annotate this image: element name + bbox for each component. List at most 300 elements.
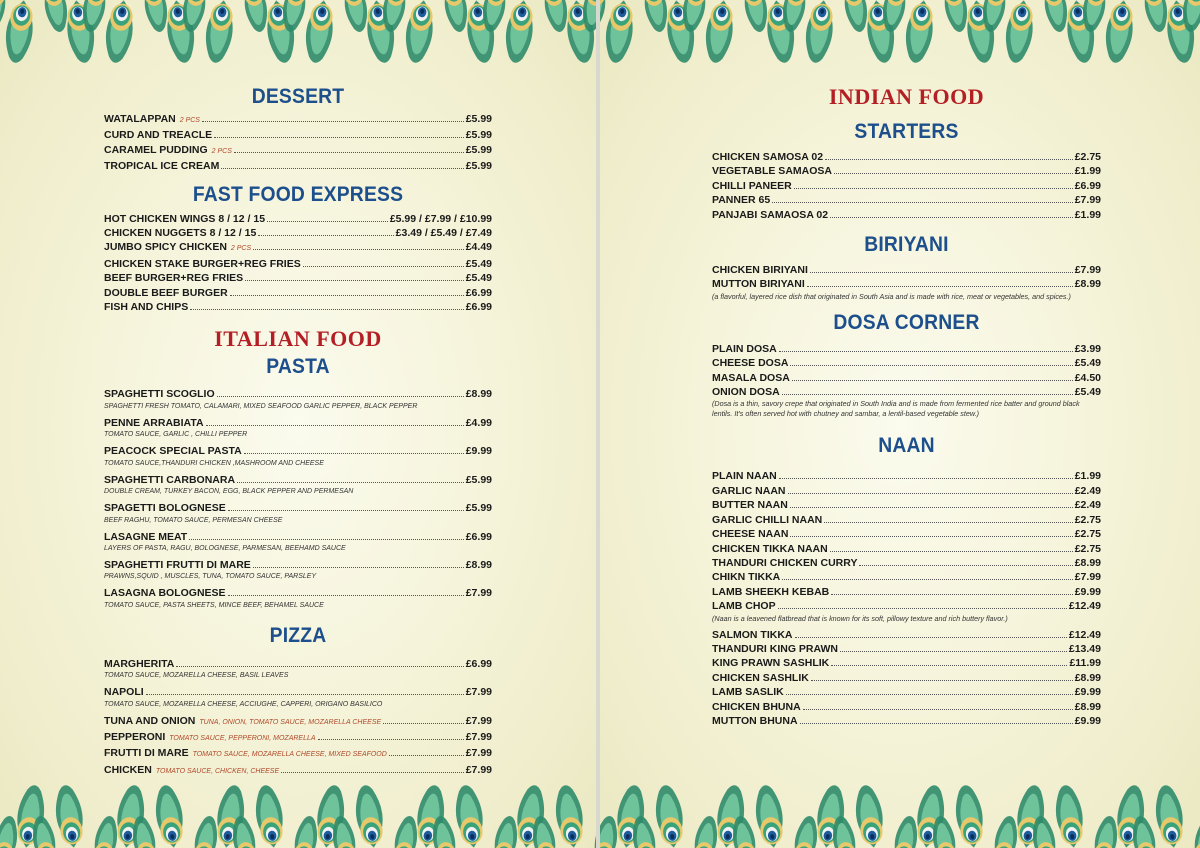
menu-item	[104, 746, 492, 762]
item-price: £5.99	[465, 160, 492, 173]
item-name: CHIKN TIKKA	[712, 571, 781, 584]
item-price: £2.75	[1074, 513, 1101, 526]
fast-food-list	[104, 212, 492, 315]
item-price: £4.99	[465, 416, 492, 429]
peacock-feather-icon	[52, 783, 87, 848]
peacock-feather-icon	[491, 814, 521, 848]
menu-item	[104, 586, 492, 610]
item-price: £1.99	[1074, 208, 1101, 221]
peacock-feather-icon	[752, 783, 787, 848]
item-name: ONION DOSA	[712, 386, 780, 399]
item-name: LASAGNA BOLOGNESE	[104, 587, 226, 600]
peacock-feather-icon	[602, 0, 637, 65]
section-title-naan: NAAN	[878, 434, 935, 458]
leader-dots	[383, 723, 464, 724]
peacock-feather-icon	[702, 0, 737, 65]
item-price: £6.99	[465, 657, 492, 670]
item-price: £5.99	[465, 129, 492, 142]
leader-dots	[267, 221, 388, 222]
leader-dots	[790, 536, 1072, 537]
item-note: TUNA, ONION, TOMATO SAUCE, MOZARELLA CHEESE	[199, 718, 382, 726]
item-name: KING PRAWN SASHLIK	[712, 657, 830, 670]
menu-item	[712, 700, 1101, 714]
leader-dots	[281, 772, 464, 773]
leader-dots	[782, 394, 1073, 395]
item-price: £12.49	[1068, 600, 1101, 613]
menu-item	[712, 498, 1101, 512]
item-price: £8.99	[1074, 556, 1101, 569]
item-name: FISH AND CHIPS	[104, 301, 189, 314]
peacock-feather-icon	[141, 0, 171, 34]
leader-dots	[800, 723, 1073, 724]
item-name: CHICKEN BHUNA	[712, 700, 801, 713]
item-note: 2 PCS	[179, 117, 200, 124]
leader-dots	[795, 637, 1067, 638]
menu-item	[712, 671, 1101, 685]
leader-dots	[779, 351, 1073, 352]
peacock-feather-icon	[641, 0, 671, 34]
item-name: TUNA AND ONION	[104, 714, 196, 727]
peacock-feather-icon	[102, 0, 137, 65]
naan-description: (Naan is a leavened flatbread that is known for its soft, pillowy texture and rich buttery flavor.)	[712, 613, 1008, 623]
item-price: £7.99	[465, 730, 492, 743]
item-name: PANNER 65	[712, 194, 771, 207]
peacock-feather-icon	[1091, 814, 1121, 848]
item-price: £11.99	[1069, 657, 1101, 670]
menu-item	[104, 714, 492, 730]
item-price: £8.99	[1074, 671, 1101, 684]
item-price: £5.99 / £7.99 / £10.99	[389, 212, 492, 225]
item-price: £5.49	[1074, 386, 1101, 399]
peacock-feather-icon	[91, 814, 121, 848]
peacock-feather-icon	[1152, 783, 1187, 848]
menu-item	[712, 179, 1101, 193]
leader-dots	[176, 666, 463, 667]
dosa-list	[712, 342, 1101, 420]
item-price: £5.49	[465, 257, 492, 270]
leader-dots	[810, 272, 1073, 273]
leader-dots	[214, 137, 464, 138]
leader-dots	[237, 482, 464, 483]
item-price: £2.49	[1074, 499, 1101, 512]
leader-dots	[772, 202, 1073, 203]
item-name: CHEESE NAAN	[712, 528, 789, 541]
item-price: £9.99	[1074, 686, 1101, 699]
peacock-feather-icon	[1041, 0, 1071, 34]
peacock-feather-icon	[441, 0, 471, 34]
menu-item	[712, 599, 1101, 613]
peacock-feather-border-top	[0, 0, 596, 70]
menu-item	[712, 342, 1101, 356]
item-price: £2.75	[1074, 528, 1101, 541]
leader-dots	[830, 217, 1073, 218]
peacock-feather-icon	[741, 0, 771, 34]
item-name: SPAGETTI BOLOGNESE	[104, 502, 226, 515]
peacock-feather-icon	[941, 0, 971, 34]
leader-dots	[786, 694, 1073, 695]
item-price: £1.99	[1074, 165, 1101, 178]
peacock-feather-icon	[552, 783, 587, 848]
menu-item	[104, 257, 492, 271]
item-name: MASALA DOSA	[712, 371, 790, 384]
item-name: MUTTON BIRIYANI	[712, 278, 805, 291]
item-price: £8.99	[465, 558, 492, 571]
menu-item	[104, 240, 492, 256]
item-price: £5.49	[1074, 357, 1101, 370]
left-page-content	[104, 84, 492, 779]
dessert-list	[104, 112, 492, 174]
item-description: TOMATO SAUCE,THANDURI CHICKEN ,MASHROOM AND CHEESE	[104, 459, 324, 467]
menu-item	[712, 277, 1101, 291]
menu-item	[712, 193, 1101, 207]
peacock-feather-icon	[691, 814, 721, 848]
item-description: PRAWNS,SQUID , MUSCLES, TUNA, TOMATO SAUCE, PARSLEY	[104, 573, 317, 581]
item-name: PENNE ARRABIATA	[104, 416, 204, 429]
menu-item	[104, 473, 492, 497]
peacock-feather-border-bottom	[600, 782, 1200, 848]
section-title-biriyani: BIRIYANI	[864, 233, 949, 257]
leader-dots	[253, 567, 464, 568]
peacock-feather-icon	[202, 0, 237, 65]
leader-dots	[221, 168, 463, 169]
item-name: THANDURI KING PRAWN	[712, 642, 838, 655]
peacock-feather-icon	[652, 783, 687, 848]
menu-item	[104, 226, 492, 240]
menu-item	[104, 271, 492, 285]
item-name: PEACOCK SPECIAL PASTA	[104, 445, 242, 458]
peacock-feather-icon	[991, 814, 1021, 848]
leader-dots	[146, 694, 464, 695]
menu-item	[712, 164, 1101, 178]
item-name: SPAGHETTI SCOGLIO	[104, 388, 215, 401]
menu-item	[712, 570, 1101, 584]
item-name: CURD AND TREACLE	[104, 129, 213, 142]
menu-item	[712, 542, 1101, 556]
menu-item	[712, 385, 1101, 399]
peacock-feather-icon	[191, 814, 221, 848]
item-note: 2 PCS	[211, 147, 232, 155]
item-name: LAMB CHOP	[712, 600, 776, 613]
menu-item	[104, 143, 492, 159]
leader-dots	[217, 396, 464, 397]
leader-dots	[788, 493, 1073, 494]
item-price: £9.99	[1074, 714, 1101, 727]
item-price: £13.49	[1068, 642, 1101, 655]
peacock-feather-icon	[852, 783, 887, 848]
menu-item	[712, 371, 1101, 385]
item-description: TOMATO SAUCE, MOZARELLA CHEESE, ACCIUGHE, CAPPERI, ORIGANO BASILICO	[104, 700, 383, 708]
peacock-feather-icon	[1141, 0, 1171, 34]
menu-item	[104, 501, 492, 525]
naan-list	[712, 469, 1101, 728]
leader-dots	[245, 280, 464, 281]
item-name: SALMON TIKKA	[712, 628, 793, 641]
menu-item	[712, 469, 1101, 483]
menu-item	[104, 763, 492, 779]
leader-dots	[803, 709, 1073, 710]
item-price: £3.99	[1074, 342, 1101, 355]
item-name: SPAGHETTI FRUTTI DI MARE	[104, 558, 251, 571]
item-price: £6.99	[465, 286, 492, 299]
menu-item	[712, 685, 1101, 699]
leader-dots	[318, 739, 464, 740]
leader-dots	[834, 173, 1073, 174]
item-price: £7.99	[465, 587, 492, 600]
item-price: £7.99	[465, 686, 492, 699]
dosa-description: (Dosa is a thin, savory crepe that originated in South India and is made from fermented rice batter and ground black lentils. It's often served hot with chutney and sambar, a lentil-based vegetable stew.)	[712, 399, 1080, 419]
peacock-feather-icon	[891, 814, 921, 848]
item-price: £8.99	[465, 388, 492, 401]
menu-item	[104, 657, 492, 681]
item-name: CHICKEN	[104, 763, 152, 776]
menu-item	[104, 212, 492, 226]
section-title-fast-food: FAST FOOD EXPRESS	[192, 182, 404, 206]
peacock-feather-border-top	[600, 0, 1200, 70]
biriyani-list	[712, 263, 1101, 302]
leader-dots	[234, 152, 464, 153]
menu-item	[104, 159, 492, 173]
item-name: LASAGNE MEAT	[104, 530, 188, 543]
leader-dots	[228, 595, 464, 596]
leader-dots	[840, 651, 1067, 652]
item-price: £7.99	[465, 763, 492, 776]
starters-list	[712, 150, 1101, 222]
item-price: £5.99	[465, 143, 492, 156]
item-price: £4.49	[465, 241, 492, 254]
peacock-feather-icon	[1102, 0, 1137, 65]
item-name: CHICKEN STAKE BURGER+REG FRIES	[104, 257, 301, 270]
peacock-feather-icon	[502, 0, 537, 65]
leader-dots	[790, 507, 1073, 508]
menu-item	[104, 685, 492, 709]
peacock-feather-border-bottom	[0, 782, 596, 848]
item-price: £7.99	[1074, 571, 1101, 584]
menu-item	[712, 585, 1101, 599]
item-name: BEEF BURGER+REG FRIES	[104, 272, 244, 285]
menu-item	[104, 128, 492, 142]
menu-item	[712, 208, 1101, 222]
peacock-feather-icon	[41, 0, 71, 34]
peacock-feather-icon	[241, 0, 271, 34]
menu-item	[104, 558, 492, 582]
biriyani-description: (a flavorful, layered rice dish that originated in South Asia and is made with rice, meat or vegetables, and spices.)	[712, 291, 1071, 301]
menu-item	[712, 356, 1101, 370]
menu-page-right	[600, 0, 1200, 848]
item-description: LAYERS OF PASTA, RAGU, BOLOGNESE, PARMESAN, BEEHAMD SAUCE	[104, 544, 346, 552]
peacock-feather-icon	[352, 783, 387, 848]
section-title-pizza: PIZZA	[269, 623, 327, 647]
leader-dots	[782, 579, 1072, 580]
item-name: LAMB SASLIK	[712, 686, 784, 699]
item-description: BEEF RAGHU, TOMATO SAUCE, PERMESAN CHEESE	[104, 516, 283, 524]
item-price: £7.99	[465, 714, 492, 727]
peacock-feather-icon	[391, 814, 421, 848]
item-note: TOMATO SAUCE, CHICKEN, CHEESE	[155, 767, 280, 775]
leader-dots	[230, 295, 464, 296]
peacock-feather-icon	[2, 0, 37, 65]
section-title-indian-food: INDIAN FOOD	[828, 84, 985, 109]
menu-item	[712, 263, 1101, 277]
leader-dots	[228, 510, 464, 511]
menu-page-left	[0, 0, 596, 848]
item-name: LAMB SHEEKH KEBAB	[712, 585, 830, 598]
item-description: TOMATO SAUCE, GARLIC , CHILLI PEPPER	[104, 431, 248, 439]
item-price: £7.99	[1074, 194, 1101, 207]
peacock-feather-icon	[291, 814, 321, 848]
leader-dots	[794, 188, 1073, 189]
section-title-dosa-corner: DOSA CORNER	[833, 310, 980, 334]
menu-item	[104, 387, 492, 411]
item-name: PANJABI SAMAOSA 02	[712, 208, 829, 221]
leader-dots	[830, 551, 1073, 552]
menu-item	[104, 416, 492, 440]
item-name: HOT CHICKEN WINGS 8 / 12 / 15	[104, 212, 266, 225]
item-price: £1.99	[1074, 470, 1101, 483]
item-note: 2 PCS	[230, 245, 252, 253]
item-price: £9.99	[1074, 585, 1101, 598]
leader-dots	[778, 608, 1067, 609]
peacock-feather-icon	[152, 783, 187, 848]
leader-dots	[253, 249, 464, 250]
peacock-feather-icon	[1002, 0, 1037, 65]
menu-item	[104, 730, 492, 746]
menu-item	[712, 642, 1101, 656]
item-price: £2.75	[1074, 542, 1101, 555]
leader-dots	[825, 159, 1073, 160]
item-name: PLAIN DOSA	[712, 342, 777, 355]
item-price: £3.49 / £5.49 / £7.49	[395, 227, 492, 240]
menu-item	[712, 513, 1101, 527]
peacock-feather-icon	[802, 0, 837, 65]
item-description: TOMATO SAUCE, MOZARELLA CHEESE, BASIL LEAVES	[104, 672, 289, 680]
leader-dots	[244, 453, 464, 454]
item-name: GARLIC CHILLI NAAN	[712, 513, 823, 526]
menu-item	[104, 444, 492, 468]
peacock-feather-icon	[402, 0, 437, 65]
item-price: £2.49	[1074, 484, 1101, 497]
item-name: CHICKEN NUGGETS 8 / 12 / 15	[104, 227, 257, 240]
item-price: £7.99	[465, 747, 492, 760]
item-price: £6.99	[1074, 179, 1101, 192]
leader-dots	[859, 565, 1072, 566]
item-description: TOMATO SAUCE, PASTA SHEETS, MINCE BEEF, BEHAMEL SAUCE	[104, 601, 324, 609]
section-title-italian-food: ITALIAN FOOD	[214, 326, 382, 352]
leader-dots	[792, 380, 1073, 381]
leader-dots	[389, 755, 464, 756]
item-note: TOMATO SAUCE, PEPPERONI, MOZARELLA	[169, 734, 316, 742]
item-price: £8.99	[1074, 700, 1101, 713]
item-price: £6.99	[465, 301, 492, 314]
item-note: TOMATO SAUCE, MOZARELLA CHEESE, MIXED SEAFOOD	[192, 751, 387, 759]
item-price: £8.99	[1074, 278, 1101, 291]
pizza-list	[104, 657, 492, 779]
item-price: £5.49	[465, 272, 492, 285]
peacock-feather-icon	[302, 0, 337, 65]
leader-dots	[190, 309, 464, 310]
leader-dots	[258, 235, 393, 236]
item-name: TROPICAL ICE CREAM	[104, 160, 220, 173]
section-title-pasta: PASTA	[266, 355, 330, 379]
leader-dots	[824, 522, 1072, 523]
item-name: WATALAPPAN	[104, 113, 176, 125]
menu-item	[712, 556, 1101, 570]
peacock-feather-icon	[252, 783, 287, 848]
item-name: CARAMEL PUDDING	[104, 143, 208, 156]
menu-item	[712, 628, 1101, 642]
item-description: DOUBLE CREAM, TURKEY BACON, EGG, BLACK PEPPER AND PERMESAN	[104, 488, 354, 496]
leader-dots	[811, 680, 1073, 681]
item-name: GARLIC NAAN	[712, 484, 786, 497]
item-name: SPAGHETTI CARBONARA	[104, 473, 236, 486]
leader-dots	[831, 594, 1072, 595]
peacock-feather-icon	[1191, 814, 1200, 848]
item-price: £5.99	[465, 502, 492, 515]
item-price: £7.99	[1074, 264, 1101, 277]
item-name: FRUTTI DI MARE	[104, 747, 189, 760]
item-name: CHEESE DOSA	[712, 357, 789, 370]
menu-item	[104, 530, 492, 554]
item-description: SPAGHETTI FRESH TOMATO, CALAMARI, MIXED SEAFOOD GARLIC PEPPER, BLACK PEPPER	[104, 402, 418, 410]
item-name: CHICKEN SAMOSA 02	[712, 151, 824, 163]
menu-item	[712, 656, 1101, 670]
section-title-starters: STARTERS	[854, 120, 959, 143]
menu-item	[712, 484, 1101, 498]
section-title-dessert: DESSERT	[251, 85, 345, 108]
item-name: CHICKEN SASHLIK	[712, 671, 809, 684]
leader-dots	[202, 121, 464, 122]
menu-item	[712, 714, 1101, 728]
peacock-feather-icon	[1052, 783, 1087, 848]
item-name: VEGETABLE SAMAOSA	[712, 165, 832, 178]
peacock-feather-icon	[541, 0, 571, 34]
menu-item	[104, 112, 492, 128]
item-name: THANDURI CHICKEN CURRY	[712, 556, 858, 569]
menu-item	[712, 527, 1101, 541]
peacock-feather-icon	[341, 0, 371, 34]
item-price: £5.99	[465, 113, 492, 125]
peacock-feather-icon	[952, 783, 987, 848]
item-price: £2.75	[1074, 151, 1101, 163]
item-price: £4.50	[1074, 371, 1101, 384]
item-name: PLAIN NAAN	[712, 470, 777, 483]
leader-dots	[807, 286, 1073, 287]
item-price: £6.99	[465, 530, 492, 543]
item-price: £12.49	[1068, 628, 1101, 641]
leader-dots	[189, 539, 463, 540]
menu-item	[712, 150, 1101, 164]
menu-item	[104, 300, 492, 314]
item-name: MARGHERITA	[104, 657, 175, 670]
pasta-list	[104, 387, 492, 610]
leader-dots	[831, 665, 1067, 666]
leader-dots	[779, 478, 1073, 479]
item-name: NAPOLI	[104, 686, 144, 699]
peacock-feather-icon	[841, 0, 871, 34]
item-price: £9.99	[465, 445, 492, 458]
item-name: MUTTON BHUNA	[712, 714, 798, 727]
item-price: £5.99	[465, 473, 492, 486]
leader-dots	[206, 425, 464, 426]
right-page-content	[712, 84, 1101, 728]
leader-dots	[790, 365, 1072, 366]
peacock-feather-icon	[791, 814, 821, 848]
item-name: DOUBLE BEEF BURGER	[104, 286, 228, 299]
item-name: BUTTER NAAN	[712, 499, 788, 512]
peacock-feather-icon	[452, 783, 487, 848]
item-name: CHICKEN BIRIYANI	[712, 264, 808, 277]
leader-dots	[303, 266, 464, 267]
item-name: JUMBO SPICY CHICKEN	[104, 241, 227, 254]
